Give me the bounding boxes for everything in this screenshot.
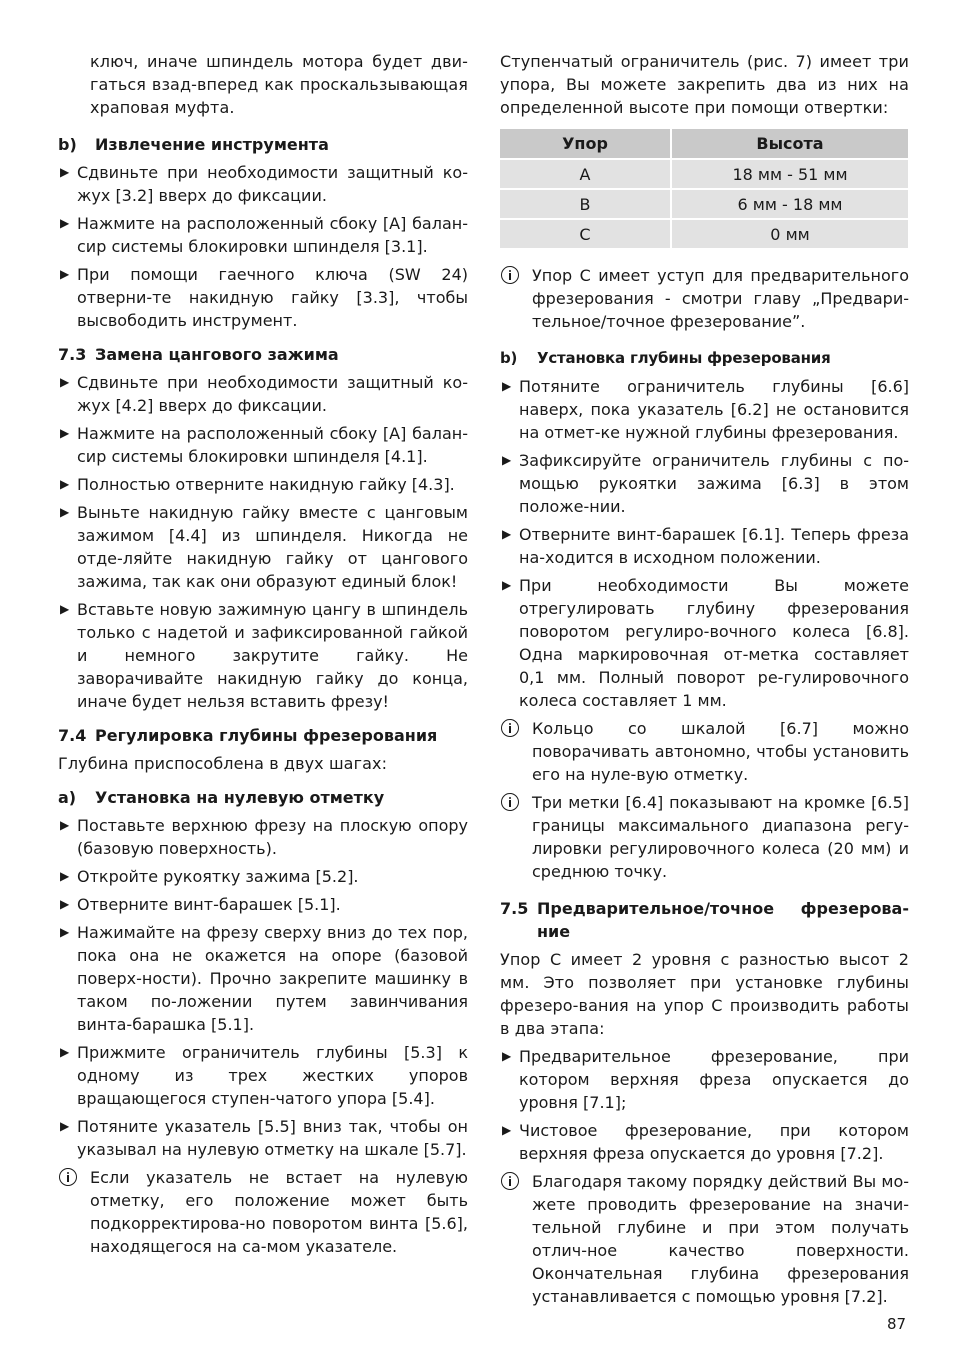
section-number: 7.5 [500,899,529,918]
list-item [500,375,909,444]
list-item [58,422,468,468]
table-cell: A [500,159,671,189]
triangle-bullet-icon: ▶ [502,379,512,393]
section-title: Регулировка глубины фрезерования [95,726,438,745]
bullet-list [500,1045,909,1165]
column-header: Высота [671,129,908,159]
table-header-row [500,129,908,159]
triangle-bullet-icon: ▶ [502,1049,512,1063]
table-cell: 18 мм - 51 мм [671,159,908,189]
table-row [500,189,908,219]
list-item-text: Отверните винт-барашек [5.1]. [77,895,341,914]
list-item-text: Выньте накидную гайку вместе с цанговым зажимом [4.4] из шпинделя. Никогда не отде-ляйте накидную гайку от цангового зажима, так как они образуют единый блок! [77,503,468,591]
section-number: 7.4 [58,726,87,745]
list-item-text: Отверните винт-барашек [6.1]. Теперь фреза на-ходится в исходном положении. [519,525,909,567]
info-circle-icon [501,719,519,737]
triangle-bullet-icon: ▶ [60,505,70,519]
bullet-list [58,161,468,332]
list-item [58,212,468,258]
triangle-bullet-icon: ▶ [60,1045,70,1059]
section-title: Замена цангового зажима [95,345,339,364]
triangle-bullet-icon: ▶ [502,1123,512,1137]
section-b-heading [500,347,909,370]
section-title: Извлечение инструмента [95,135,329,154]
table-cell: 0 мм [671,219,908,249]
list-item-text: Сдвиньте при необходимости защитный ко-жух [3.2] вверх до фиксации. [77,163,468,205]
section-a-heading [58,786,468,809]
section-title: Установка глубины фрезерования [537,349,831,367]
table-cell: 6 мм - 18 мм [671,189,908,219]
list-item-text: Нажмите на расположенный сбоку [A] балан-сир системы блокировки шпинделя [3.1]. [77,214,468,256]
list-item [58,263,468,332]
info-note [500,717,909,786]
section-number: b) [58,135,77,154]
list-item-text: При необходимости Вы можете отрегулировать глубину фрезерования поворотом регулиро-вочного колеса [6.8]. Одна маркировочная от-метка составляет 0,1 мм. Полный поворот ре-гулировочного колеса составляет 1 мм. [519,576,909,710]
list-item-text: Сдвиньте при необходимости защитный ко-жух [4.2] вверх до фиксации. [77,373,468,415]
note-text: Если указатель не встает на нулевую отметку, его положение может быть подкорректирова-но поворотом винта [5.6], находящегося на са-мом указателе. [90,1168,468,1256]
list-item-text: Предварительное фрезерование, при котором верхняя фреза опускается до уровня [7.1]; [519,1047,909,1112]
list-item-text: Откройте рукоятку зажима [5.2]. [77,867,359,886]
list-item-text: Потяните указатель [5.5] вниз так, чтобы он указывал на нулевую отметку на шкале [5.7]. [77,1117,468,1159]
section-7-3-heading [58,343,468,366]
triangle-bullet-icon: ▶ [60,477,70,491]
note-text: Кольцо со шкалой [6.7] можно поворачивать автономно, чтобы установить его на нуле-вую отметку. [532,719,909,784]
section-title: Предварительное/точное фрезерова-ние [537,899,909,941]
intro-paragraph: ключ, иначе шпиндель мотора будет дви-гаться взад-вперед как проскальзывающая храповая муфта. [90,52,468,117]
stops-table [500,129,908,250]
list-item [58,371,468,417]
list-item-text: Нажмите на расположенный сбоку [A] балан-сир системы блокировки шпинделя [4.1]. [77,424,468,466]
triangle-bullet-icon: ▶ [60,602,70,616]
list-item [58,598,468,713]
section-7-5-text: Упор C имеет 2 уровня с разностью высот 2 мм. Это позволяет при установке глубины фрезеро-вания на упор C производить работы в два этапа: [500,950,909,1038]
list-item [58,921,468,1036]
list-item-text: Полностью отверните накидную гайку [4.3]. [77,475,455,494]
triangle-bullet-icon: ▶ [60,165,70,179]
list-item [58,473,468,496]
left-column [58,50,468,1263]
triangle-bullet-icon: ▶ [502,527,512,541]
right-column [500,50,909,1313]
triangle-bullet-icon: ▶ [60,869,70,883]
section-number: b) [500,349,518,367]
list-item-text: Нажимайте на фрезу сверху вниз до тех пор, пока она не окажется на опоре (базовой поверх-ности). Прочно закрепите машинку в таком по-ложении путем завинчивания винта-барашка [5.1]. [77,923,468,1034]
list-item [500,1119,909,1165]
triangle-bullet-icon: ▶ [60,1119,70,1133]
section-7-4-heading [58,724,468,747]
list-item [500,574,909,712]
bullet-list [58,371,468,713]
list-item-text: Потяните ограничитель глубины [6.6] наверх, пока указатель [6.2] не остановится на отмет-ке нужной глубины фрезерования. [519,377,909,442]
list-item-text: Поставьте верхнюю фрезу на плоскую опору (базовую поверхность). [77,816,468,858]
triangle-bullet-icon: ▶ [60,897,70,911]
info-note [500,791,909,883]
table-cell: C [500,219,671,249]
triangle-bullet-icon: ▶ [502,453,512,467]
list-item [58,1115,468,1161]
triangle-bullet-icon: ▶ [60,818,70,832]
list-item [58,865,468,888]
list-item [58,161,468,207]
info-circle-icon [501,793,519,811]
bullet-list [58,814,468,1161]
table-cell: B [500,189,671,219]
triangle-bullet-icon: ▶ [60,426,70,440]
info-circle-icon [501,266,519,284]
list-item-text: Вставьте новую зажимную цангу в шпиндель только с надетой и зафиксированной гайкой и немного закрутите гайку. Не заворачивайте накидную гайку до конца, иначе будет нельзя вставить фрезу! [77,600,468,711]
section-title: Установка на нулевую отметку [95,788,385,807]
section-7-4-text: Глубина приспособлена в двух шагах: [58,754,388,773]
info-note [500,1170,909,1308]
section-7-5-heading [500,897,909,943]
table-row [500,159,908,189]
list-item-text: Чистовое фрезерование, при котором верхняя фреза опускается до уровня [7.2]. [519,1121,909,1163]
list-item [500,523,909,569]
intro-paragraph: Ступенчатый ограничитель (рис. 7) имеет три упора, Вы можете закрепить два из них на определенной высоте при помощи отвертки: [500,52,909,117]
page-number: 87 [887,1315,907,1333]
section-number: a) [58,788,77,807]
triangle-bullet-icon: ▶ [502,578,512,592]
info-circle-icon [59,1168,77,1186]
list-item [500,449,909,518]
list-item [58,814,468,860]
list-item-text: Прижмите ограничитель глубины [5.3] к одному из трех жестких упоров вращающегося ступен-чатого упора [5.4]. [77,1043,468,1108]
list-item [58,1041,468,1110]
note-text: Упор C имеет уступ для предварительного фрезерования - смотри главу „Предвари-тельное/точное фрезерованиеˮ. [532,266,909,331]
note-text: Благодаря такому порядку действий Вы мо-жете проводить фрезерование на значи-тельной глубине и при этом получать отлич-ное качество поверхности. Окончательная глубина фрезерования устанавливается с помощью уровня [7.2]. [532,1172,909,1306]
bullet-list [500,375,909,712]
section-b-heading [58,133,468,156]
section-number: 7.3 [58,345,87,364]
table-row [500,219,908,249]
list-item [58,893,468,916]
triangle-bullet-icon: ▶ [60,216,70,230]
list-item-text: Зафиксируйте ограничитель глубины с по-мощью рукоятки зажима [6.3] в этом положе-нии. [519,451,909,516]
list-item-text: При помощи гаечного ключа (SW 24) отверни-те накидную гайку [3.3], чтобы высвободить инструмент. [77,265,468,330]
list-item [500,1045,909,1114]
info-note [500,264,909,333]
info-circle-icon [501,1172,519,1190]
triangle-bullet-icon: ▶ [60,375,70,389]
note-text: Три метки [6.4] показывают на кромке [6.5] границы максимального диапазона регу-лировки регулировочного колеса (20 мм) и среднюю точку. [532,793,909,881]
triangle-bullet-icon: ▶ [60,267,70,281]
list-item [58,501,468,593]
info-note [58,1166,468,1258]
column-header: Упор [500,129,671,159]
triangle-bullet-icon: ▶ [60,925,70,939]
